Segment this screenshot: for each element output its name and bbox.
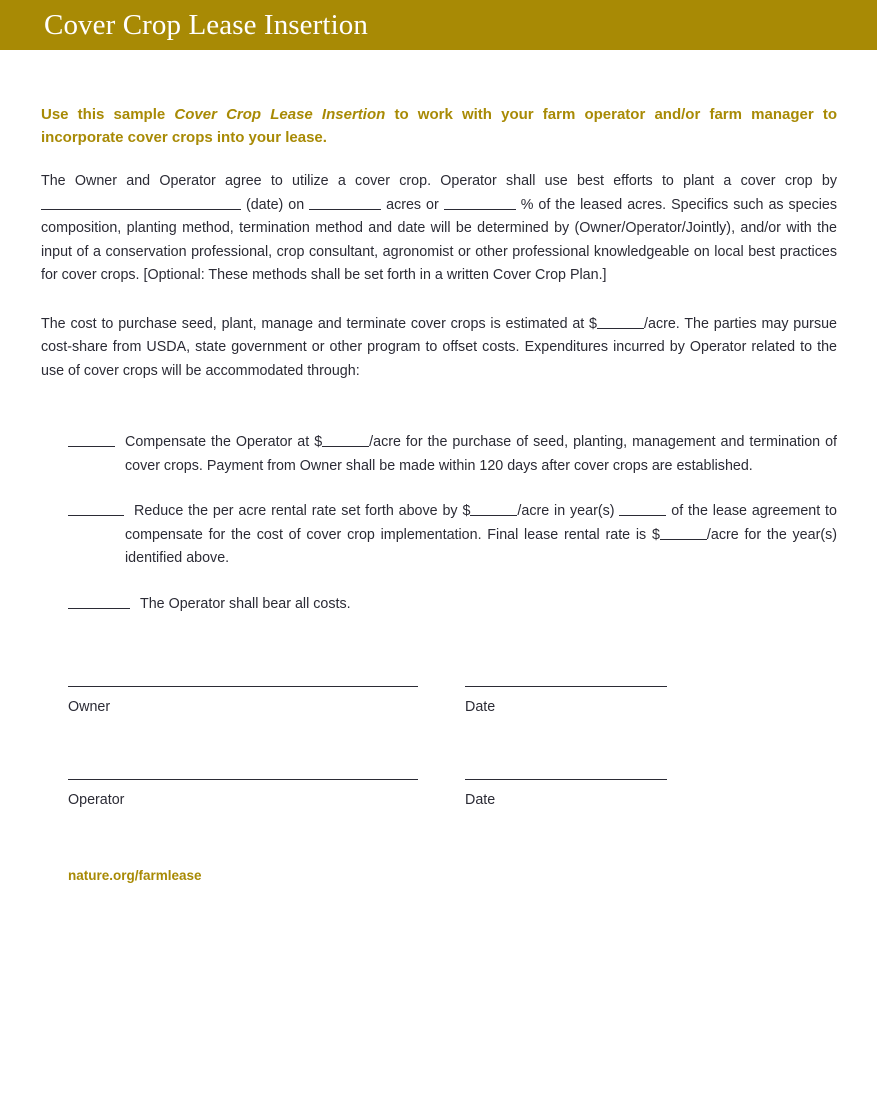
paragraph-cost-estimate <box>41 313 837 384</box>
intro-instruction <box>41 103 837 149</box>
option1-segment-2: /acre for the purchase of seed, planting, management and termination of cover crops. Payment from Owner shall be made within 120 days after cover crops are established. <box>125 434 838 474</box>
option-checkline-compensate-operator[interactable] <box>68 433 115 447</box>
intro-document-name: Cover Crop Lease Insertion <box>174 106 386 123</box>
document-header-bar <box>0 0 877 50</box>
option2-segment-2: /acre in year(s) <box>517 503 620 519</box>
footer-link-farmlease[interactable]: nature.org/farmlease <box>68 868 202 883</box>
option2-segment-3: of the lease agreement to compensate for the cost of cover crop implementation. Final lease rental rate is $ <box>125 503 837 543</box>
para1-segment-1: The Owner and Operator agree to utilize a cover crop. Operator shall use best efforts to plant a cover crop by <box>41 173 837 189</box>
option-operator-bears-costs <box>41 593 837 617</box>
blank-field-percent[interactable] <box>444 196 516 210</box>
page-title: Cover Crop Lease Insertion <box>44 8 368 41</box>
signature-row-owner <box>68 686 836 717</box>
blank-field-years[interactable] <box>619 502 666 516</box>
option-reduce-rental-rate <box>41 500 837 571</box>
option2-segment-4: /acre for the year(s) identified above. <box>125 526 838 566</box>
signature-label-owner-date: Date <box>465 699 496 715</box>
signature-cell-operator <box>68 779 465 810</box>
options-list <box>41 431 837 616</box>
blank-field-cost-per-acre[interactable] <box>597 315 644 329</box>
para1-segment-4: % of the leased acres. Specifics such as species composition, planting method, termination method and date will be determined by (Owner/Operator/Jointly), and/or with the input of a conservation professional, crop consultant, agronomist or other professional knowledgeable on local best practices for cover crops. [Optional: These methods shall be set forth in a written Cover Crop Plan.] <box>41 196 837 283</box>
signature-label-operator-date: Date <box>465 792 496 808</box>
document-body <box>0 103 877 885</box>
signature-cell-operator-date <box>465 779 715 810</box>
blank-field-acres[interactable] <box>309 196 381 210</box>
blank-field-rent-reduction-per-acre[interactable] <box>470 502 517 516</box>
para2-segment-1: The cost to purchase seed, plant, manage and terminate cover crops is estimated at $ <box>41 315 598 332</box>
blank-field-compensation-per-acre[interactable] <box>322 433 369 447</box>
paragraph-cover-crop-agreement <box>41 170 837 288</box>
option-checkline-reduce-rental-rate[interactable] <box>68 502 124 516</box>
signature-cell-owner-date <box>465 686 715 717</box>
para1-segment-2: (date) on <box>241 196 310 213</box>
signature-cell-owner <box>68 686 465 717</box>
intro-text-before: Use this sample <box>41 106 175 123</box>
option-checkline-operator-bears-costs[interactable] <box>68 595 130 609</box>
option1-segment-1: Compensate the Operator at $ <box>125 434 323 450</box>
signature-row-operator <box>68 779 836 810</box>
option3-segment-1: The Operator shall bear all costs. <box>140 595 351 612</box>
para2-segment-2: /acre. The parties may pursue cost-share from USDA, state government or other program to offset costs. Expenditures incurred by Operator related to the use of cover crops will be accommodated through: <box>41 315 837 379</box>
blank-field-final-rental-rate[interactable] <box>660 526 707 540</box>
para1-segment-3: acres or <box>381 196 444 213</box>
signature-block <box>41 686 836 810</box>
option-compensate-operator <box>41 431 837 478</box>
option2-segment-1: Reduce the per acre rental rate set forth above by $ <box>134 503 471 519</box>
intro-text-after: to work with your farm operator and/or farm manager to incorporate cover crops into your lease. <box>41 106 837 146</box>
signature-label-owner: Owner <box>68 699 111 715</box>
blank-field-date[interactable] <box>41 196 241 210</box>
signature-label-operator: Operator <box>68 792 125 808</box>
